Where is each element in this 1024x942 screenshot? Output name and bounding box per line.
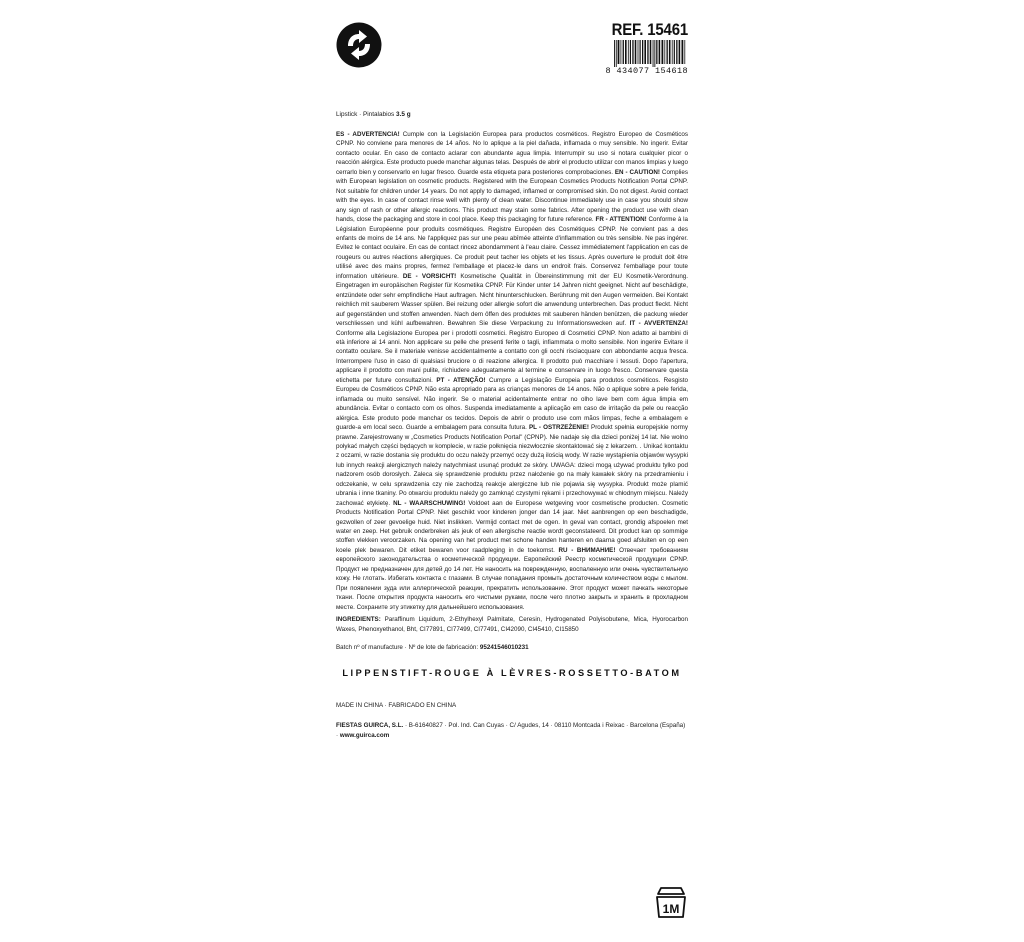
barcode-digits: 8 434077 154618: [605, 66, 688, 76]
barcode-bar: [684, 40, 685, 64]
period-after-opening-icon: [654, 885, 688, 919]
barcode-bar: [654, 40, 655, 67]
warning-heading: ES - ADVERTENCIA!: [336, 131, 400, 138]
barcode-bar: [650, 40, 652, 64]
barcode-bar: [647, 40, 648, 64]
warning-heading: DE - VORSICHT!: [402, 272, 457, 280]
warning-text: Cumple con la Legislación Europea para productos cosméticos. Registro Europeo de Cosméticos CPNP. No conviene para menores de 14 años. No lo aplique a la piel dañada, inflamada o muy sensible. No ingerir. Evitar contacto ocular. En caso de contacto aclarar con abundante agua limpia. Interrumpir su uso si notara cualquier picor o reacción alérgica. Este producto puede manchar algunas telas. Después de abrir el producto utilizar con manos limpias y luego cerrarlo bien y conservarlo en lugar fresco. Guarde esta etiqueta para posteriores comprobaciones.: [336, 131, 689, 176]
warning-heading: EN - CAUTION!: [614, 168, 661, 176]
batch-number: [336, 644, 529, 651]
barcode-bar: [642, 40, 643, 64]
ingredients: [336, 615, 688, 635]
barcode-bar: [676, 40, 677, 64]
barcode-bar: [662, 40, 664, 64]
barcode-bar: [682, 40, 684, 64]
company-info: [336, 721, 688, 741]
warning-text: Cumpre a Legislação Europeia para produtos cosméticos. Resgisto Europeu de Cosméticos CPNP. Não esta apropriado para as crianças menores de 14 anos. Não o aplique sobre a pele ferida, inflamada ou muito sensível. Não ingerir. Se o material acidentalmente entrar no olho lave bem com água limpia em abundância. Evitar o contacto com os olhos. Suspenda imediatamente a aplicação em caso de irritação da pele ou reacção alérgica. Este produto pode manchar os tecidos. Depois de abrir o produto use com mãos limpas, feche a embalagem e guarde-a em local seco. Guarde a embalagem para consulta futura.: [336, 376, 688, 432]
warning-heading: NL - WAARSCHUWING!: [393, 499, 466, 507]
barcode-bar: [674, 40, 675, 64]
barcode-bar: [623, 40, 624, 64]
barcode-bar: [628, 40, 629, 64]
warning-heading: IT - AVVERTENZA!: [629, 320, 688, 328]
barcode-bar: [630, 40, 631, 64]
barcode-bar: [653, 40, 654, 67]
company-address: · B-61640827 · Pol. Ind. Can Cuyas · C/ Agudes, 14 · 08110 Montcada i Reixac · Barcelona (España) ·: [336, 722, 686, 739]
barcode-bar: [679, 40, 681, 64]
warning-text: Conforme alla Legislazione Europea per i prodotti cosmetici. Registro Europeo di Cosmetici CPNP. Non adatto ai bambini di età inferiore ai 14 anni. Non applicare su pelle che presenti ferite o tagli, infiammata o molto sensibile. Non ingerire Evitare il contatto oculare. Se il materiale venisse accidentalmente a contatto con gli occhi risciacquare con abbondante acqua fresca. Interrompere l'uso in caso di qualsiasi bruciore o di reazione allergica. Il prodotto può macchiare i tessuti. Dopo l'apertura, applicare il prodotto con mani pulite, richiudere adeguatamente al termine e conservare in luogo fresco. Conservare questa etichetta per future consultazioni.: [336, 329, 688, 384]
barcode-bar: [621, 40, 622, 64]
warning-text: Отвечает требованиям европейского законодательства о косметической продукции. Европейский Реестр косметической продукции CPNP. Продукт не предназначен для детей до 14 лет. Не наносить на поврежденную, воспаленную или очень чувствительную кожу. Не глотать. Избегать контакта с глазами. В случае попадания промыть достаточным количеством воды с мылом. При появлении зуда или аллергической реакции, прекратить использование. Этот продукт может пачкать некоторые ткани. После открытия продукта наносить его чистыми руками, после чего плотно закрыть и хранить в прохладном месте. Сохраните эту этикетку для дальнейшего использования.: [336, 546, 688, 611]
green-dot-icon: [336, 22, 382, 68]
barcode-bar: [644, 40, 646, 64]
warning-heading: PT - ATENÇÃO!: [436, 376, 486, 384]
company-name: FIESTAS GUIRCA, S.L.: [336, 722, 404, 729]
warning-text: Voldoet aan de Europese wetgeving voor cosmetische producten. Cosmetic Products Notification Portal CPNP. Niet geschikt voor kinderen jonger dan 14 jaar. Niet aanbrengen op een beschadigde, gezwollen of zeer gevoelige huid. Niet inslikken. Vermijd contact met de ogen. In geval van contact, grondig afspoelen met water en zeep. Het gebruik onderbreken als jeuk of een allergische reactie wordt geconstateerd. Dit product kan op sommige stoffen vlekken veroorzaken. Na opening van het product met schone handen hanteren en daarna goed afsluiten en op een koele plek bewaren. Dit etiket bewaren voor raadpleging in de toekomst.: [336, 499, 689, 554]
barcode-bar: [632, 40, 633, 64]
warning-text: Complies with European legislation on cosmetic products. Registered with the European Cosmetics Products Notification Portal CPNP. Not suitable for children under 14 years. Do not apply to damaged, inflamed or compromised skin. Do not digest. Avoid contact with the eyes. In case of contact rinse well with plenty of clean water. Discontinue immediately use in case you should show any sign of rash or other allergic reactions. This product may stain some fabrics. After opening the product use with clean hands, close the packaging and store in cool place. Keep this packaging for future reference.: [336, 168, 688, 224]
warning-heading: FR - ATTENTION!: [595, 216, 647, 224]
warning-text: Conforme à la Législation Européenne pour produits cosmétiques. Registre Européen des Cosmétiques CPNP. Ne convient pas a des enfants de moins de 14 ans. Ne l'appliquez pas sur une peau abîmée atteinte d'inflammation ou très sensible. Ne pas ingérer. Evitez le contact oculaire. En cas de contact rincez abondamment à l'eau claire. Cessez immédiatement l'application en cas de rougeurs ou autres réactions allergiques. Ce produit peut tacher les objets et les tissus. Après ouverture le produit doit être utilisé avec des mains propres, fermez l'emballage et placez-le dans un endroit frais. Conservez l'emballage pour toute information ultérieure.: [336, 216, 688, 280]
ref-block: [596, 20, 688, 76]
barcode-bar: [618, 40, 620, 64]
ref-number: REF. 15461: [611, 20, 688, 39]
barcode-bar: [672, 40, 673, 64]
product-type: Lipstick · Pintalabios: [336, 111, 397, 118]
barcode-bar: [640, 40, 641, 64]
company-website: www.guirca.com: [339, 732, 390, 739]
warning-heading: RU - ВНИМАНИЕ!: [558, 546, 616, 554]
pao-label: 1M: [662, 902, 680, 916]
warnings-text: [336, 130, 688, 612]
product-label: [336, 20, 688, 920]
barcode-bar: [635, 40, 637, 64]
barcode-bar: [614, 40, 615, 67]
warning-heading: PL - OSTRZEŻENIE!: [528, 424, 589, 432]
barcode-bar: [638, 40, 639, 64]
barcode-bar: [664, 40, 665, 64]
barcode-bar: [669, 40, 671, 64]
product-headline: LIPPENSTIFT-ROUGE À LÈVRES-ROSSETTO-BATOM: [342, 668, 682, 678]
ingredients-list: Paraffinum Liquidum, 2-Ethylhexyl Palmitate, Ceresin, Hydrogenated Polyisobutene, Mica, Hyorocarbon Waxes, Phenoxyethanol, Bht, CI77891, CI77499, CI77491, CI42090, CI45410, CI15850: [336, 616, 688, 633]
ingredients-heading: INGREDIENTS:: [336, 616, 381, 623]
barcode-bar: [656, 40, 657, 64]
warning-text: Kosmetische Qualität in Übereinstimmung mit der EU Kosmetik-Verordnung. Eingetragen im europäischen Register für Kosmetika CPNP. Für Kinder unter 14 Jahren nicht geeignet. Nicht auf beschädigte, entzündete oder sehr empfindliche Haut auftragen. Nicht hinunterschlucken. Berührung mit den Augen vermeiden. Bei Kontakt reichlich mit sauberem Wasser spülen. Bei reizung oder allergie sofort die anwendung unterbrechen. Das product fleckt. Nicht auf gegenständen und stoffen anwenden. Nach dem öffen des produktes mit sauberen händen benützen, die packung wieder verschliessen und kühl aufbewahren. Bewahren Sie diese Verpackung zu Informationswecken auf.: [336, 272, 689, 328]
product-weight: 3.5 g: [396, 111, 411, 118]
barcode-bar: [659, 40, 661, 64]
barcode-bar: [616, 40, 617, 67]
batch-label: Batch nº of manufacture · Nº de lote de fabricación:: [336, 644, 480, 651]
barcode-bar: [625, 40, 627, 64]
barcode: [596, 40, 688, 67]
product-name: [336, 111, 411, 118]
made-in: MADE IN CHINA · FABRICADO EN CHINA: [336, 702, 457, 709]
batch-value: 95241546010231: [479, 644, 529, 651]
barcode-bar: [667, 40, 668, 64]
warning-text: Produkt spełnia europejskie normy prawne. Zarejestrowany w „Cosmetics Products Notification Portal" (CPNP). Nie nadaje się dla dzieci poniżej 14 lat. Nie wolno połykać małych części będących w komplecie, w razie połknięcia niezwłocznie skontaktować się z lekarzem. . Unikać kontaktu z oczami, w razie dostania się produktu do oczu należy przemyć oczy dużą ilością wody. W razie wystąpienia objawów wysypki lub innych reakcji alergicznych należy natychmiast usunąć produkt ze skóry. UWAGA: dzieci mogą używać produktu tylko pod nadzorem osób dorosłych. Zaleca się sprawdzenie produktu przez nałożenie go na mały kawałek skóry na przedramieniu i odczekanie, w celu sprawdzenia czy nie zachodzą reakcje alergiczne lub nie pojawia się wysypka. Produkt może plamić ubrania i inne tkaniny. Po otwarciu produktu należy go zamknąć czystymi rękami i przechowywać w chłodnym miejscu. Należy zachować etykietę.: [336, 424, 688, 507]
